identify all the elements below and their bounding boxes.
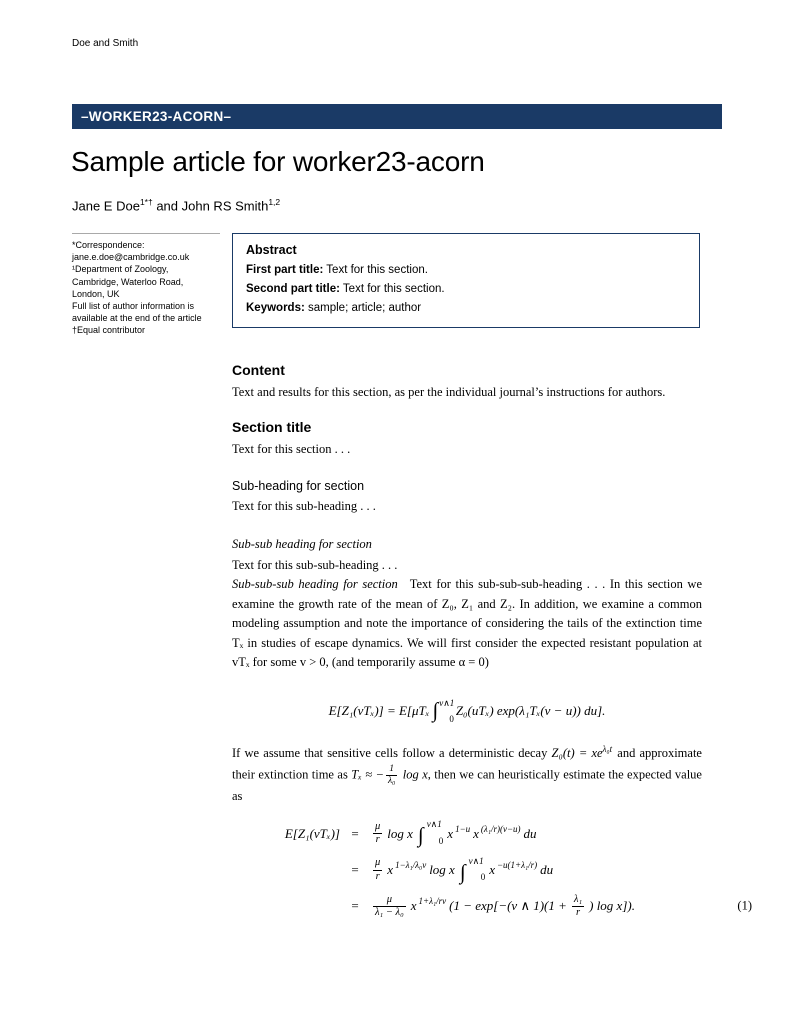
differential: du xyxy=(523,825,537,841)
integral-upper-limit: v∧1 xyxy=(426,819,442,830)
author-2-affiliation-marks: 1,2 xyxy=(268,197,281,207)
correspondence-label: *Correspondence: xyxy=(72,240,145,250)
heading-section-title: Section title xyxy=(232,418,312,435)
integral-upper-limit: v∧1 xyxy=(439,697,455,708)
author-info-note-line-2: available at the end of the article xyxy=(72,313,202,324)
equation-1-rhs xyxy=(370,821,537,846)
inline-fraction xyxy=(386,764,397,787)
author-1-affiliation-marks: 1*† xyxy=(139,197,153,207)
decay-text-c: , then we can heuristically estimate the expected value as xyxy=(232,767,702,803)
integral-lower-limit: 0 xyxy=(449,713,454,724)
abstract-first-part-label: First part title: xyxy=(246,264,324,276)
paragraph-sub-sub-section: Text for this sub-sub-heading . . . xyxy=(232,557,398,572)
exponent: 1+λ₁/rv xyxy=(418,896,447,907)
equals-sign: = xyxy=(351,825,359,841)
equation-display-lhs: E[Z₁(vTₓ)] = E[μTₓ xyxy=(328,702,430,718)
equation-line-1 xyxy=(232,821,702,846)
variable-x: x xyxy=(447,825,454,841)
decay-math-1: Z₀(t) = xe xyxy=(551,745,603,760)
integral-lower-limit: 0 xyxy=(480,872,486,883)
abstract-heading: Abstract xyxy=(246,243,297,257)
equation-display xyxy=(232,691,702,729)
abstract-second-part-label: Second part title: xyxy=(246,283,340,295)
aligned-equation-block xyxy=(232,819,752,918)
fraction: $\frac{\mu}{r}$ xyxy=(375,821,381,846)
decay-text-a: If we assume that sensitive cells follow a deterministic decay xyxy=(232,745,552,760)
exponent: (λ₁/r)(v−u) xyxy=(480,823,521,834)
abstract-box xyxy=(232,233,700,328)
equation-number: (1) xyxy=(737,898,752,913)
heading-sub-section: Sub-heading for section xyxy=(232,479,365,493)
equation-1-lhs: E[Z₁(vTₓ)] xyxy=(284,825,340,841)
inline-fraction-numerator: 1 xyxy=(386,764,397,776)
abstract-second-part xyxy=(246,283,686,295)
expression: ) log x]). xyxy=(589,898,635,914)
affiliation-line-2: Cambridge, Waterloo Road, xyxy=(72,276,184,287)
abstract-keywords xyxy=(246,302,686,314)
log-term: log x xyxy=(429,862,455,878)
running-header: Doe and Smith xyxy=(72,38,139,49)
equals-sign: = xyxy=(351,862,359,878)
decay-math-3: log x xyxy=(399,767,428,782)
paragraph-content: Text and results for this section, as per the individual journal’s instructions for authors. xyxy=(232,385,666,399)
equation-2-rhs xyxy=(370,857,553,882)
integral-lower-limit: 0 xyxy=(438,835,444,846)
fraction: $\frac{\mu}{r}$ xyxy=(375,857,381,882)
variable-x: x xyxy=(489,862,495,878)
integral-sign: ∫ xyxy=(432,697,439,722)
correspondence-email: jane.e.doe@cambridge.co.uk xyxy=(72,252,190,263)
paragraph-sub-sub-sub-text: Text for this sub-sub-sub-heading . . . In this section we examine the growth rate of the mean of Z₀, Z₁ and Z₂. In addition, we examine a common modeling assumption and note the importance of considering the tails of the extinction time Tₓ in studies of escape dynamics. We will first consider the expected resistant population at vTₓ for some v > 0, (and temporarily assume α = 0) xyxy=(232,577,702,669)
equation-display-integrand: Z₀(uTₓ) exp(λ₁Tₓ(v − u)) du]. xyxy=(455,702,606,718)
banner-label: –WORKER23-ACORN– xyxy=(81,109,232,124)
integral-sign: ∫ xyxy=(417,823,424,848)
paragraph-sub-sub-sub-section xyxy=(232,575,702,673)
variable-x: x xyxy=(387,862,394,878)
author-joiner: and xyxy=(152,198,182,214)
equation-line-3 xyxy=(232,893,752,919)
author-1-name: Jane E Doe xyxy=(72,198,140,214)
inline-fraction-denominator: λ₀ xyxy=(387,775,396,786)
author-2-name: John RS Smith xyxy=(181,198,269,214)
paragraph-decay xyxy=(232,744,702,807)
affiliation-line-1: ¹Department of Zoology, xyxy=(72,264,169,275)
variable-x: x xyxy=(473,825,479,841)
paragraph-section: Text for this section . . . xyxy=(232,441,351,456)
equals-sign: = xyxy=(351,898,359,914)
expression: (1 − exp[−(v ∧ 1)(1 + xyxy=(449,898,567,914)
abstract-second-part-text: Text for this section. xyxy=(339,283,445,295)
differential: du xyxy=(540,862,554,878)
decay-math-2: Tₓ ≈ − xyxy=(351,767,384,782)
footnote-rule xyxy=(72,233,220,234)
journal-banner xyxy=(72,104,722,129)
equation-3-rhs xyxy=(370,894,635,919)
exponent: 1−u xyxy=(455,823,471,834)
equation-line-2 xyxy=(232,857,702,882)
affiliation-line-3: London, UK xyxy=(72,288,120,299)
heading-sub-sub-section: Sub-sub heading for section xyxy=(232,536,372,551)
abstract-first-part-text: Text for this section. xyxy=(323,264,428,276)
article-title: Sample article for worker23-acorn xyxy=(71,146,485,177)
heading-content: Content xyxy=(232,362,285,378)
abstract-keywords-text: sample; article; author xyxy=(304,302,422,314)
equal-contributor-note: †Equal contributor xyxy=(72,325,146,336)
abstract-keywords-label: Keywords: xyxy=(246,302,305,314)
fraction: $\frac{\mu}{\text{λ₁ − λ₀}}$ xyxy=(375,893,404,918)
heading-sub-sub-sub-section: Sub-sub-sub heading for section xyxy=(232,577,398,591)
author-info-note-line-1: Full list of author information is xyxy=(72,301,195,312)
log-term: log x xyxy=(387,825,413,841)
main-content xyxy=(232,362,752,919)
paragraph-sub-section: Text for this sub-heading . . . xyxy=(232,499,376,513)
author-line xyxy=(72,197,280,213)
correspondence-sidebar xyxy=(72,239,228,337)
fraction: $\frac{\text{λ₁}}{r}$ xyxy=(573,893,583,918)
abstract-first-part xyxy=(246,264,686,276)
decay-text-b: and approximate their extinction time as xyxy=(232,745,702,782)
exponent: −u(1+λ₁/r) xyxy=(496,860,538,871)
integral-sign: ∫ xyxy=(459,859,466,884)
decay-math-1-exponent: λ₀t xyxy=(602,743,613,754)
integral-upper-limit: v∧1 xyxy=(468,855,484,866)
exponent: 1−λ₁/λ₀v xyxy=(395,860,427,871)
variable-x: x xyxy=(410,898,417,914)
